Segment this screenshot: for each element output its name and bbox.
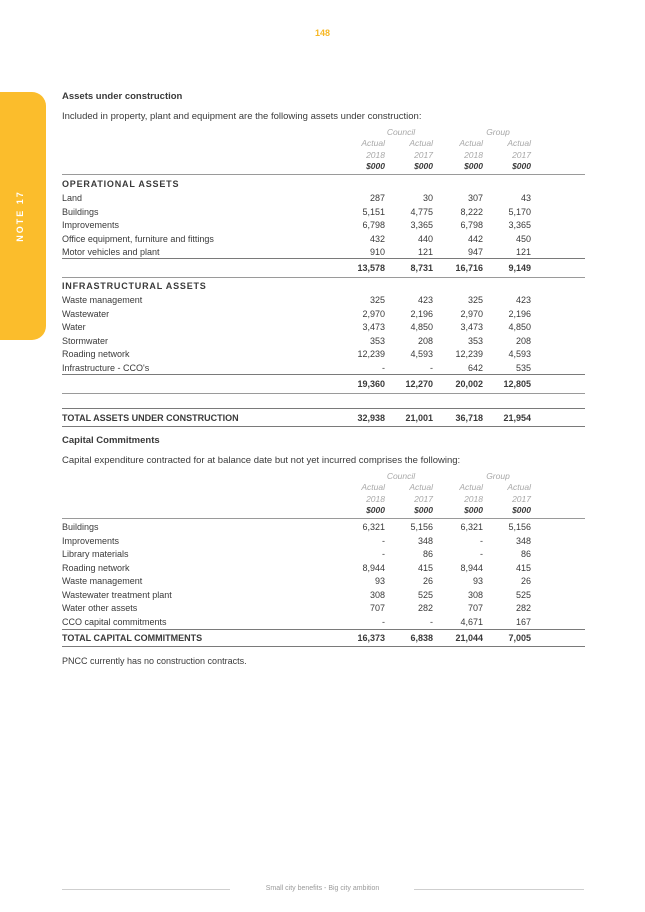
row-value: 442 (467, 233, 483, 244)
row-value: 2,196 (410, 308, 433, 319)
operational-heading: OPERATIONAL ASSETS (62, 179, 180, 189)
row-value: 282 (417, 603, 433, 613)
footer-tagline: Small city benefits - Big city ambition (265, 885, 380, 892)
council-group-label: Council (386, 471, 416, 481)
row-value: 423 (515, 295, 531, 305)
commitments-intro: Capital expenditure contracted for at balance date but not yet incurred comprises the following: (62, 455, 461, 466)
row-value: 6,798 (460, 220, 483, 230)
table-row (62, 309, 585, 322)
table-row (62, 536, 585, 549)
table-row (62, 590, 585, 603)
row-value: 5,170 (508, 206, 531, 217)
divider (62, 277, 585, 278)
row-value: 3,473 (362, 322, 385, 332)
row-value: 287 (369, 193, 385, 203)
row-value: 6,321 (362, 522, 385, 532)
row-value: 26 (422, 576, 433, 586)
row-value: 525 (515, 589, 531, 600)
row-value: 12,239 (455, 349, 483, 359)
row-value: 3,365 (508, 220, 531, 230)
table-row (62, 234, 585, 247)
infra-subtotal: 19,360 12,270 20,002 12,805 (357, 379, 531, 389)
row-label: Water (62, 322, 86, 332)
row-value: - (382, 362, 385, 373)
row-value: 450 (515, 233, 531, 244)
row-value: 415 (417, 562, 433, 573)
row-value: 3,473 (460, 322, 483, 332)
page-number: 148 (314, 28, 331, 38)
column-header: Actual 2017 $000 (507, 138, 531, 171)
infra-heading: INFRASTRUCTURAL ASSETS (62, 281, 207, 291)
row-value: 282 (515, 603, 531, 613)
commitments-total: TOTAL CAPITAL COMMITMENTS 16,373 6,838 21,044 7,005 (62, 633, 531, 643)
group-group-label: Group (486, 471, 510, 481)
divider (62, 408, 585, 409)
assets-grand-total: TOTAL ASSETS UNDER CONSTRUCTION 32,938 21,001 36,718 21,954 (62, 413, 531, 423)
row-value: 4,671 (460, 616, 483, 627)
row-value: 4,850 (508, 322, 531, 332)
row-value: 325 (369, 295, 385, 305)
row-value: 86 (520, 549, 531, 559)
row-value: 353 (369, 335, 385, 346)
table-row (62, 576, 585, 589)
row-label: Land (62, 193, 83, 203)
row-value: 121 (417, 247, 433, 257)
commitments-title: Capital Commitments (62, 435, 160, 446)
row-value: 5,156 (508, 522, 531, 532)
row-value: 423 (417, 295, 433, 305)
column-header: Actual 2018 $000 (459, 138, 483, 171)
row-value: 4,593 (410, 349, 433, 359)
table-row (62, 617, 585, 630)
table-row (62, 522, 585, 535)
assets-title: Assets under construction (62, 91, 183, 102)
row-value: 2,970 (460, 308, 483, 319)
divider (62, 629, 585, 630)
row-value: 43 (520, 193, 531, 203)
row-value: 307 (467, 193, 483, 203)
row-value: 308 (369, 589, 385, 600)
row-value: 93 (472, 576, 483, 586)
row-label: Infrastructure - CCO's (62, 362, 150, 373)
table-row (62, 193, 585, 206)
row-value: 4,593 (508, 349, 531, 359)
row-label: Motor vehicles and plant (62, 247, 160, 257)
row-value: - (382, 549, 385, 559)
row-value: 167 (515, 616, 531, 627)
row-value: 86 (422, 549, 433, 559)
row-value: 707 (369, 603, 385, 613)
row-value: 308 (467, 589, 483, 600)
row-value: 6,798 (362, 220, 385, 230)
row-value: - (480, 549, 483, 559)
row-value: - (382, 616, 385, 627)
column-header: Actual 2017 $000 (409, 482, 433, 515)
divider (62, 374, 585, 375)
row-label: CCO capital commitments (62, 616, 167, 627)
row-value: 8,944 (460, 562, 483, 573)
column-header: Actual 2018 $000 (361, 482, 385, 515)
divider (62, 426, 585, 427)
divider (62, 646, 585, 647)
table-row (62, 336, 585, 349)
row-label: Wastewater treatment plant (62, 589, 172, 600)
row-value: 30 (422, 193, 433, 203)
table-row (62, 220, 585, 233)
operational-subtotal: 13,578 8,731 16,716 9,149 (357, 263, 531, 273)
row-value: 5,151 (362, 206, 385, 217)
table-row (62, 603, 585, 616)
table-row (62, 349, 585, 362)
row-value: - (430, 616, 433, 627)
row-label: Buildings (62, 206, 99, 217)
closing-note: PNCC currently has no construction contracts. (62, 656, 247, 666)
row-label: Improvements (62, 220, 120, 230)
divider (62, 393, 585, 394)
row-label: Wastewater (62, 308, 110, 319)
row-value: 93 (374, 576, 385, 586)
row-value: 353 (467, 335, 483, 346)
divider (62, 174, 585, 175)
row-value: 4,850 (410, 322, 433, 332)
column-header: Actual 2017 $000 (507, 482, 531, 515)
divider (62, 518, 585, 519)
row-value: 2,970 (362, 308, 385, 319)
row-value: 535 (515, 362, 531, 373)
assets-intro: Included in property, plant and equipment are the following assets under construction: (62, 111, 422, 122)
row-label: Water other assets (62, 603, 138, 613)
row-value: 12,239 (357, 349, 385, 359)
row-value: 947 (467, 247, 483, 257)
row-label: Waste management (62, 576, 143, 586)
row-value: - (430, 362, 433, 373)
row-value: 6,321 (460, 522, 483, 532)
group-group-label: Group (486, 127, 510, 137)
row-value: 432 (369, 233, 385, 244)
row-label: Office equipment, furniture and fittings (62, 233, 214, 244)
row-value: 208 (515, 335, 531, 346)
row-value: 525 (417, 589, 433, 600)
table-row (62, 549, 585, 562)
row-label: Improvements (62, 535, 120, 546)
row-value: 3,365 (410, 220, 433, 230)
row-value: 348 (417, 535, 433, 546)
row-value: 325 (467, 295, 483, 305)
row-label: Stormwater (62, 335, 109, 346)
column-header: Actual 2018 $000 (361, 138, 385, 171)
column-header: Actual 2018 $000 (459, 482, 483, 515)
row-label: Roading network (62, 562, 130, 573)
row-value: 415 (515, 562, 531, 573)
row-value: 440 (417, 233, 433, 244)
table-row (62, 322, 585, 335)
row-value: - (480, 535, 483, 546)
table-row (62, 295, 585, 308)
row-value: 8,944 (362, 562, 385, 573)
row-value: 5,156 (410, 522, 433, 532)
council-group-label: Council (386, 127, 416, 137)
row-value: 26 (520, 576, 531, 586)
row-label: Roading network (62, 349, 130, 359)
table-row (62, 563, 585, 576)
row-label: Waste management (62, 295, 143, 305)
row-value: 8,222 (460, 206, 483, 217)
row-label: Buildings (62, 522, 99, 532)
row-value: 121 (515, 247, 531, 257)
column-header: Actual 2017 $000 (409, 138, 433, 171)
row-value: 707 (467, 603, 483, 613)
divider (62, 258, 585, 259)
row-label: Library materials (62, 549, 129, 559)
row-value: - (382, 535, 385, 546)
row-value: 910 (369, 247, 385, 257)
row-value: 642 (467, 362, 483, 373)
row-value: 208 (417, 335, 433, 346)
row-value: 348 (515, 535, 531, 546)
table-row (62, 207, 585, 220)
row-value: 4,775 (410, 206, 433, 217)
note-label: NOTE 17 (15, 190, 25, 242)
row-value: 2,196 (508, 308, 531, 319)
